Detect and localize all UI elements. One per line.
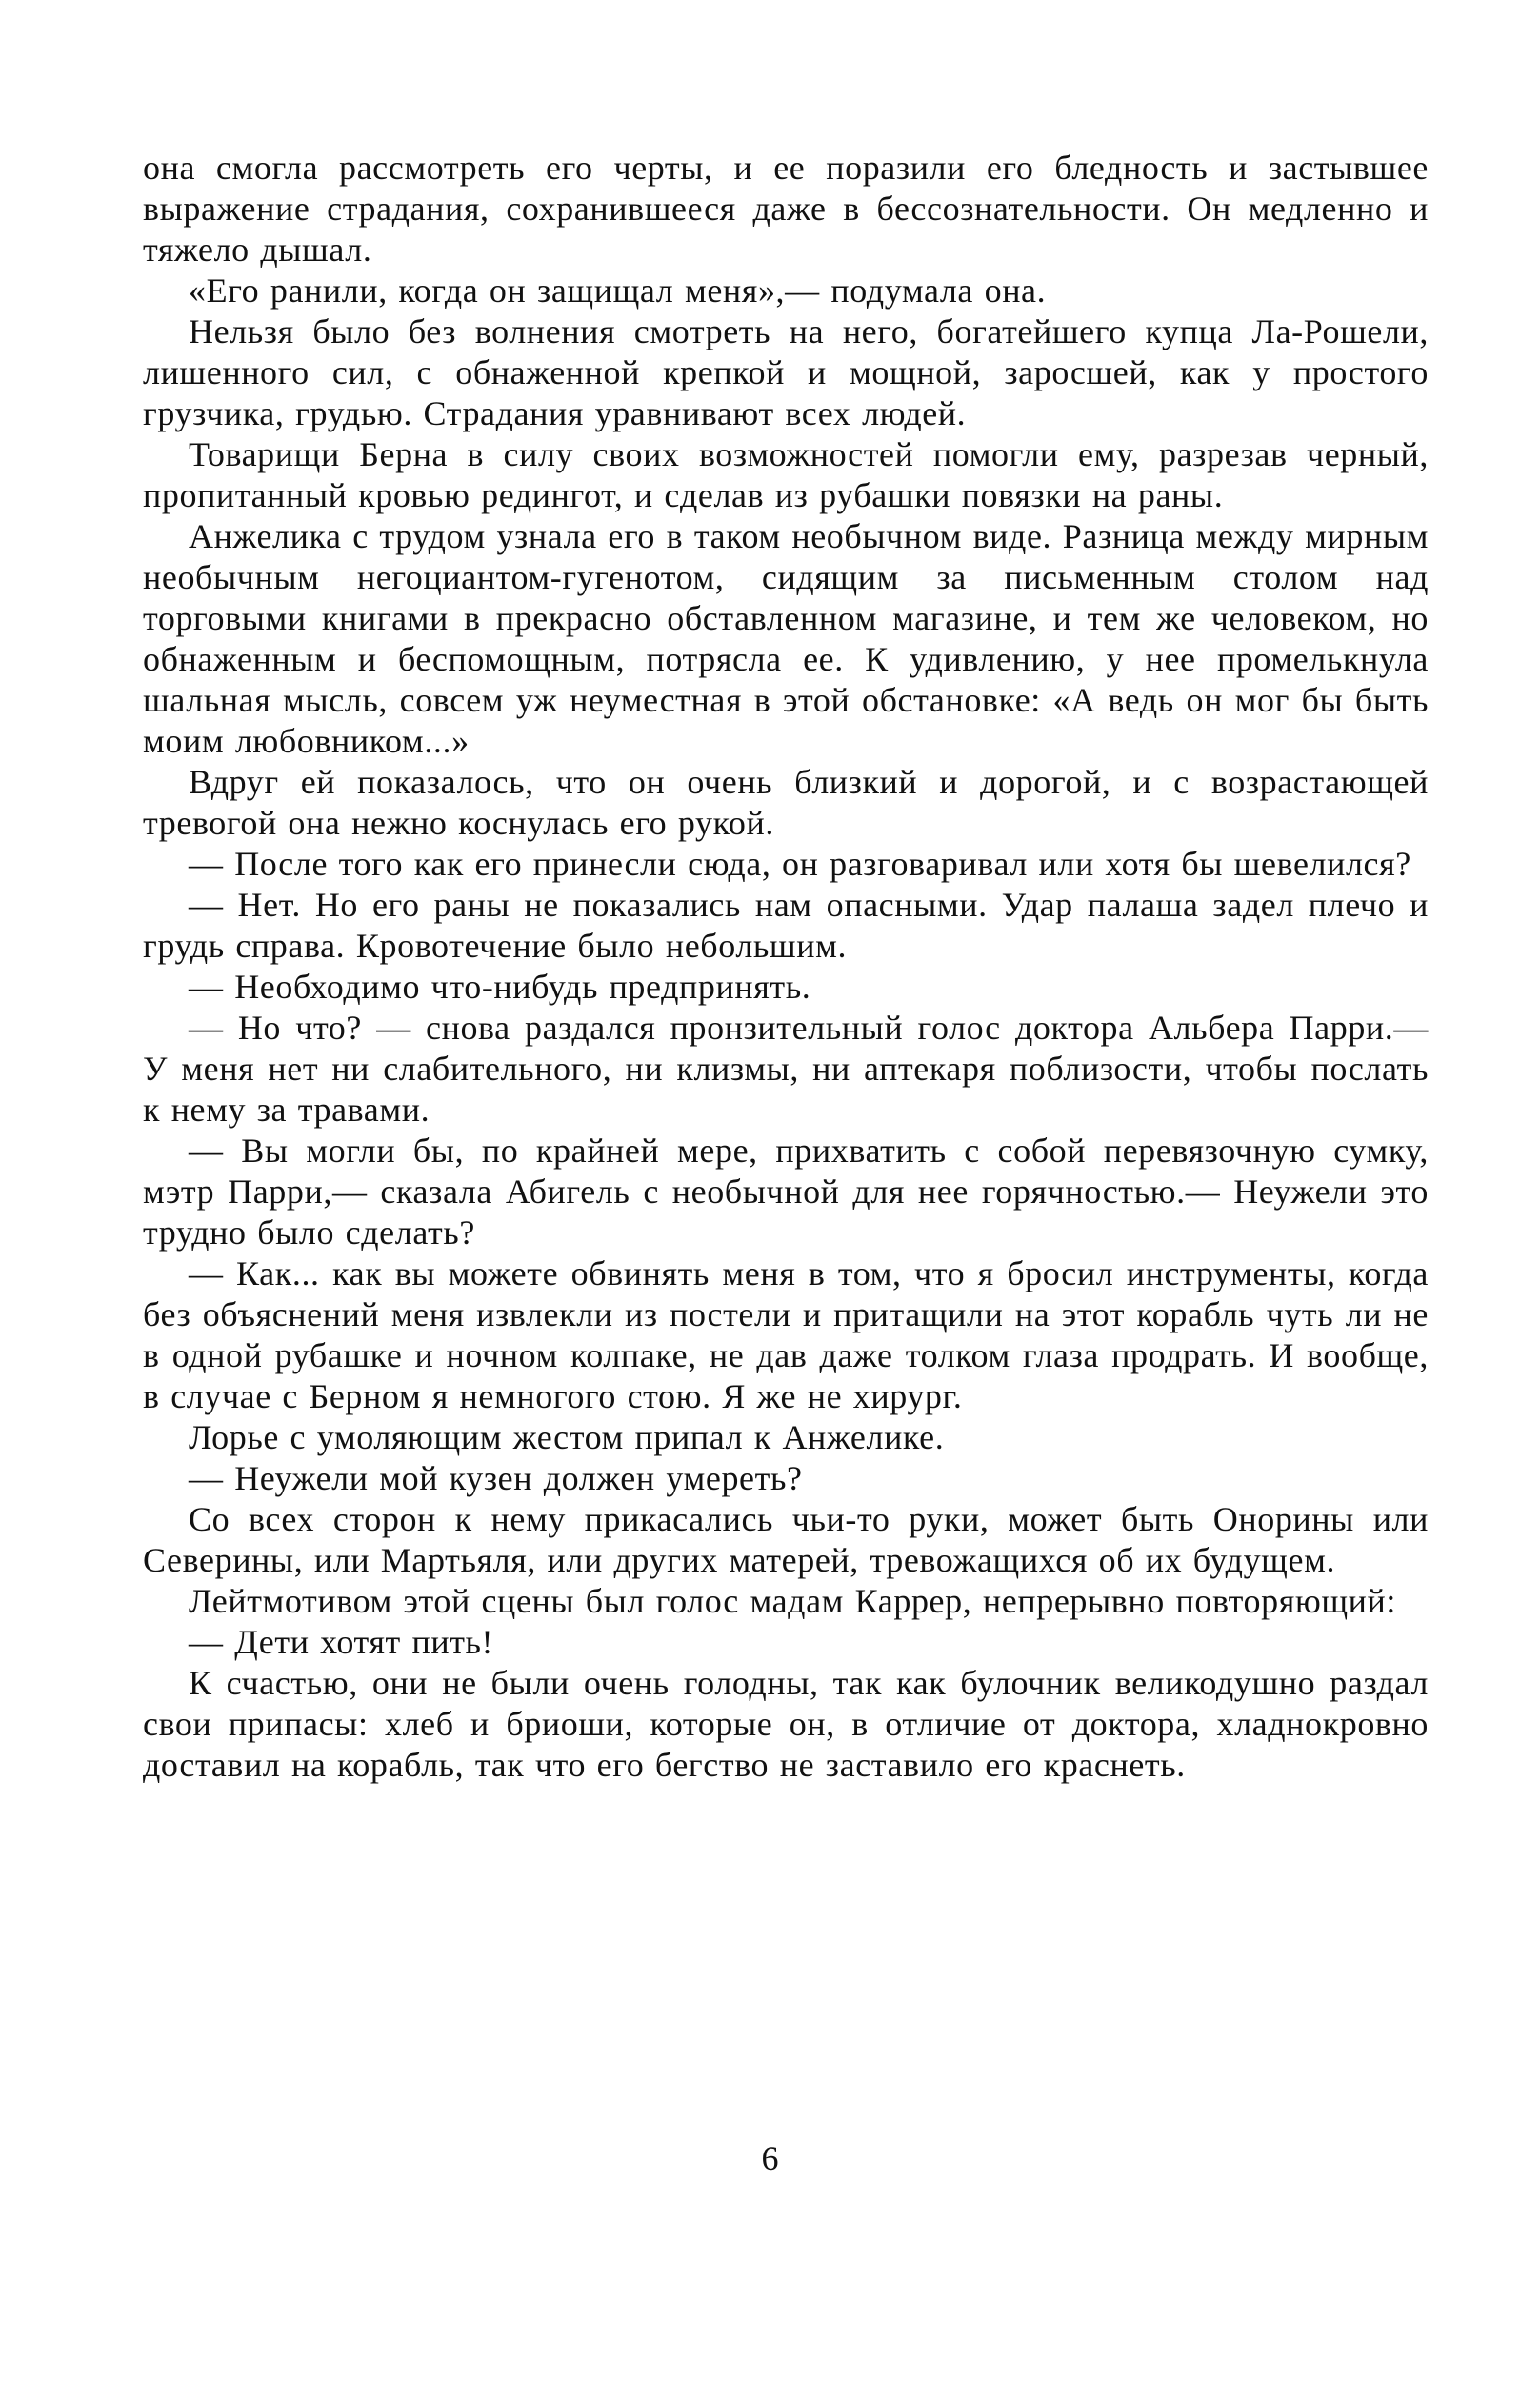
paragraph-9: — Необходимо что-нибудь предпринять. bbox=[189, 968, 811, 1006]
body-text bbox=[143, 148, 1429, 1786]
paragraph-6: Вдруг ей показалось, что он очень близкий и дорогой, и с возрастающей тревогой она нежно коснулась его рукой. bbox=[143, 763, 1429, 842]
paragraph-4: Товарищи Берна в силу своих возможностей помогли ему, разрезав черный, пропитанный кровью редингот, и сделав из рубашки повязки на раны. bbox=[143, 435, 1429, 514]
paragraph-15: Со всех сторон к нему прикасались чьи-то руки, может быть Онорины или Северины, или Мартьяля, или других матерей, тревожащихся об их будущем. bbox=[143, 1500, 1429, 1579]
paragraph-17: — Дети хотят пить! bbox=[189, 1623, 494, 1661]
paragraph-2: «Его ранили, когда он защищал меня»,— подумала она. bbox=[189, 271, 1047, 310]
paragraph-14: — Неужели мой кузен должен умереть? bbox=[189, 1459, 803, 1497]
paragraph-1: она смогла рассмотреть его черты, и ее поразили его бледность и застывшее выражение страдания, сохранившееся даже в бессознательности. Он медленно и тяжело дышал. bbox=[143, 149, 1429, 269]
paragraph-3: Нельзя было без волнения смотреть на него, богатейшего купца Ла-Рошели, лишенного сил, с обнаженной крепкой и мощной, заросшей, как у простого грузчика, грудью. Страдания уравнивают всех людей. bbox=[143, 312, 1429, 432]
paragraph-5: Анжелика с трудом узнала его в таком необычном виде. Разница между мирным необычным негоциантом-гугенотом, сидящим за письменным столом над торговыми книгами в прекрасно обставленном магазине, и тем же человеком, но обнаженным и беспомощным, потрясла ее. К удивлению, у нее промелькнула шальная мысль, совсем уж неуместная в этой обстановке: «А ведь он мог бы быть моим любовником...» bbox=[143, 517, 1429, 760]
paragraph-16: Лейтмотивом этой сцены был голос мадам Каррер, непрерывно повторяющий: bbox=[189, 1582, 1397, 1620]
page-number: 6 bbox=[761, 2139, 779, 2177]
paragraph-13: Лорье с умоляющим жестом припал к Анжелике. bbox=[189, 1418, 945, 1456]
paragraph-18: К счастью, они не были очень голодны, так как булочник великодушно раздал свои припасы: хлеб и бриоши, которые он, в отличие от доктора, хладнокровно доставил на корабль, так что его бегство не заставило его краснеть. bbox=[143, 1664, 1429, 1784]
paragraph-8: — Нет. Но его раны не показались нам опасными. Удар палаша задел плечо и грудь справа. Кровотечение было небольшим. bbox=[143, 886, 1429, 965]
paragraph-7: — После того как его принесли сюда, он разговаривал или хотя бы шевелился? bbox=[189, 845, 1411, 883]
paragraph-11: — Вы могли бы, по крайней мере, прихватить с собой перевязочную сумку, мэтр Парри,— сказала Абигель с необычной для нее горячностью.— Неужели это трудно было сделать? bbox=[143, 1131, 1429, 1252]
paragraph-10: — Но что? — снова раздался пронзительный голос доктора Альбера Парри.— У меня нет ни слабительного, ни клизмы, ни аптекаря поблизости, чтобы послать к нему за травами. bbox=[143, 1009, 1429, 1129]
paragraph-12: — Как... как вы можете обвинять меня в том, что я бросил инструменты, когда без объяснений меня извлекли из постели и притащили на этот корабль чуть ли не в одной рубашке и ночном колпаке, не дав даже толком глаза продрать. И вообще, в случае с Берном я немногого стою. Я же не хирург. bbox=[143, 1254, 1429, 1415]
